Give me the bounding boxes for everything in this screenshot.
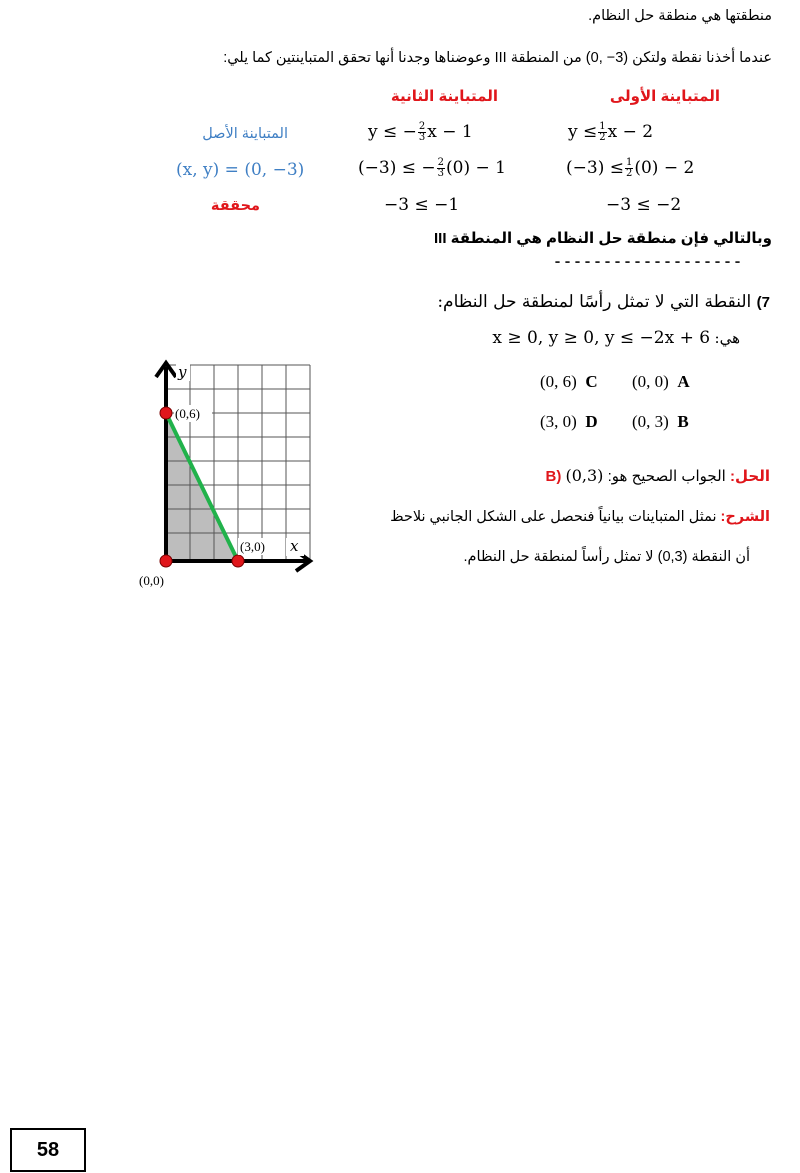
first-result: −3 ≤ −2 [606, 195, 682, 215]
label-original-inequality: المتباينة الأصل [202, 126, 288, 142]
solution-text: الجواب الصحيح هو: [607, 468, 726, 485]
header-second-inequality: المتباينة الثانية [390, 88, 498, 105]
separator: ------------------- [553, 254, 744, 271]
conclusion: وبالتالي فإن منطقة حل النظام هي المنطقة III [433, 230, 772, 247]
header-first-inequality: المتباينة الأولى [609, 88, 720, 105]
explanation-line-2: أن النقطة (0,3) لا تمثل رأساً لمنطقة حل النظام. [463, 549, 750, 565]
system-inequalities: x ≥ 0, y ≥ 0, y ≤ −2x + 6 [492, 328, 711, 348]
question-number: 7) [756, 294, 770, 311]
vertex-3-0 [232, 555, 244, 567]
question-system [492, 328, 740, 348]
solution-value: (0,3) [565, 466, 604, 485]
first-inequality: y ≤ $\frac{1}{2}$ x − 2 [568, 121, 654, 143]
solution-graph [110, 355, 320, 590]
system-suffix: هي: [714, 329, 740, 347]
explanation-label: الشرح: [720, 509, 770, 525]
solution-letter: B [545, 468, 557, 485]
vertex-0-0 [160, 555, 172, 567]
verified-label: محققة [210, 198, 260, 214]
label-0-6: (0,6) [175, 406, 200, 421]
test-point: (x, y) = (0, −3) [176, 160, 305, 180]
second-substitution: (−3) ≤ − $\frac{2}{3}$ (0) − 1 [358, 157, 506, 179]
label-x: x [290, 537, 299, 555]
option-d[interactable]: (3, 0) D [540, 412, 598, 431]
test-point-line: عندما أخذنا نقطة ولتكن (3− ,0) من المنطقة III وعوضناها وجدنا أنها تحقق المتباينتين كما يلي: [223, 50, 772, 66]
second-inequality: y ≤ − $\frac{2}{3}$ x − 1 [368, 121, 473, 143]
first-substitution: (−3) ≤ $\frac{1}{2}$ (0) − 2 [566, 157, 695, 179]
option-b[interactable]: (0, 3) B [632, 412, 689, 431]
explanation-text-1: نمثل المتباينات بيانياً فنحصل على الشكل الجانبي نلاحظ [390, 509, 717, 525]
option-c[interactable]: (0, 6) C [540, 372, 598, 391]
option-a[interactable]: (0, 0) A [632, 372, 690, 391]
solution-label: الحل: [730, 468, 770, 485]
page-number: 58 [10, 1128, 86, 1172]
intro-line: منطقتها هي منطقة حل النظام. [588, 8, 772, 24]
label-y: y [178, 363, 187, 381]
vertex-0-6 [160, 407, 172, 419]
question-7 [437, 292, 770, 312]
label-0-0: (0,0) [139, 573, 164, 588]
label-3-0: (3,0) [240, 539, 265, 554]
solution-line: الحل: الجواب الصحيح هو: B) (0,3) [545, 466, 770, 485]
question-text: النقطة التي لا تمثل رأسًا لمنطقة حل النظام: [437, 292, 752, 312]
explanation-line-1 [390, 509, 770, 525]
second-result: −3 ≤ −1 [384, 195, 460, 215]
